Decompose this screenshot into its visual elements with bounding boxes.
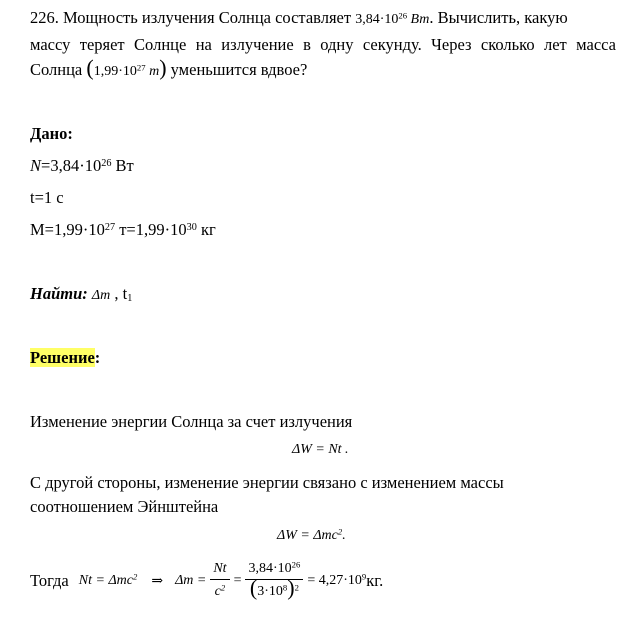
mass-given-kg: т=1,99·10 [115,220,187,239]
find-t-sub: 1 [127,293,133,305]
frac2-num-text: 3,84·10 [248,561,292,576]
frac2-den-exp: 2 [294,582,299,593]
frac1-den-exp: 2 [220,582,226,593]
problem-text: Мощность излучения Солнца составляет [63,8,352,27]
problem-text: уменьшится вдвое? [170,60,308,79]
mass-given-exp: 27 [104,221,116,233]
word: лет [544,35,567,54]
implies-arrow: ⇒ [151,573,164,589]
word: одну [320,35,354,54]
word: Через [431,35,472,54]
solution-text-1: Изменение энергии Солнца за счет излучения [30,412,353,431]
problem-line-3 [30,55,308,80]
frac2-denominator: $(3\cdot 10^8)^2$ [249,575,299,600]
frac1-den-text: c [214,584,221,599]
solution-header-colon: : [94,348,101,367]
result-value [307,573,366,589]
fraction-numeric [245,560,303,602]
power-mantissa: 3,84 [355,12,380,27]
frac2-den-inner: 3·10 [257,584,283,599]
result-unit: кг. [366,571,384,590]
fraction-nt-c2 [210,560,229,602]
mass-exponent: 27 [136,62,146,73]
word: масса [576,35,616,54]
result-exp: 9 [361,571,367,582]
find-header: Найти: [30,284,88,303]
find-dm: Δm [91,288,111,303]
solution-header [30,348,100,368]
mass-given-exp2: 30 [186,221,197,233]
sun-mass: ($1,99\cdot 10^{27}$ т) [86,55,167,80]
given-power [30,156,134,176]
problem-line-2 [30,35,616,55]
problem-text: Солнца [30,60,83,79]
eq3-left-text: Nt = Δmc [78,573,133,588]
word: Солнце [134,35,187,54]
power-exponent: 26 [398,10,408,21]
equation-1: ΔW = Nt . [292,442,349,457]
solution-header-text: Решение [30,348,95,367]
result-text: = 4,27·10 [307,573,362,588]
problem-number: 226. [30,8,59,27]
given-mass [30,220,216,240]
solution-text-2a: С другой стороны, изменение энергии связано с изменением массы [30,473,504,492]
eq2-end: . [342,528,346,543]
find-line [30,284,132,304]
power-value: $3,84\cdot 10^{26}$ Вт [355,10,430,27]
given-header: Дано: [30,124,73,143]
final-equation-line [30,560,383,602]
power-base: 10 [384,12,399,27]
word: теряет [79,35,125,54]
mass-given-unit: кг [196,220,216,239]
solution-text-2b: соотношением Эйнштейна [30,497,219,516]
problem-line-1 [30,8,568,28]
problem-text: . Вычислить, какую [429,8,568,27]
frac2-num-exp: 26 [291,559,301,570]
eq3-left-exp: 2 [132,571,138,582]
find-sep: , t [110,284,128,303]
power-given-unit: Вт [111,156,134,175]
word: на [195,35,212,54]
power-given-exp: 26 [101,157,112,169]
power-symbol: N [30,156,42,175]
word: секунду. [362,35,422,54]
word: излучение [221,35,294,54]
power-unit: Вт [410,12,430,27]
frac2-den-inner-exp: 8 [282,582,288,593]
eq2-main: ΔW = Δmc [277,528,338,543]
mass-base: 10 [122,64,137,79]
mass-given-value: M=1,99·10 [30,220,105,239]
eq3-left [79,573,138,589]
frac1-denominator [210,580,229,602]
word: в [303,35,311,54]
dm-equals: Δm = [175,573,207,588]
word: сколько [480,35,535,54]
then-label: Тогда [30,571,69,590]
mass-mantissa: 1,99 [93,64,119,79]
eq2-exp: 2 [337,526,343,537]
given-time: t=1 с [30,188,64,207]
mass-unit: т [149,64,160,79]
word: массу [30,35,71,54]
power-given-value: =3,84·10 [41,156,102,175]
equation-2 [277,528,346,544]
equals-sign: = [233,573,242,588]
frac1-numerator: Nt [210,560,229,580]
